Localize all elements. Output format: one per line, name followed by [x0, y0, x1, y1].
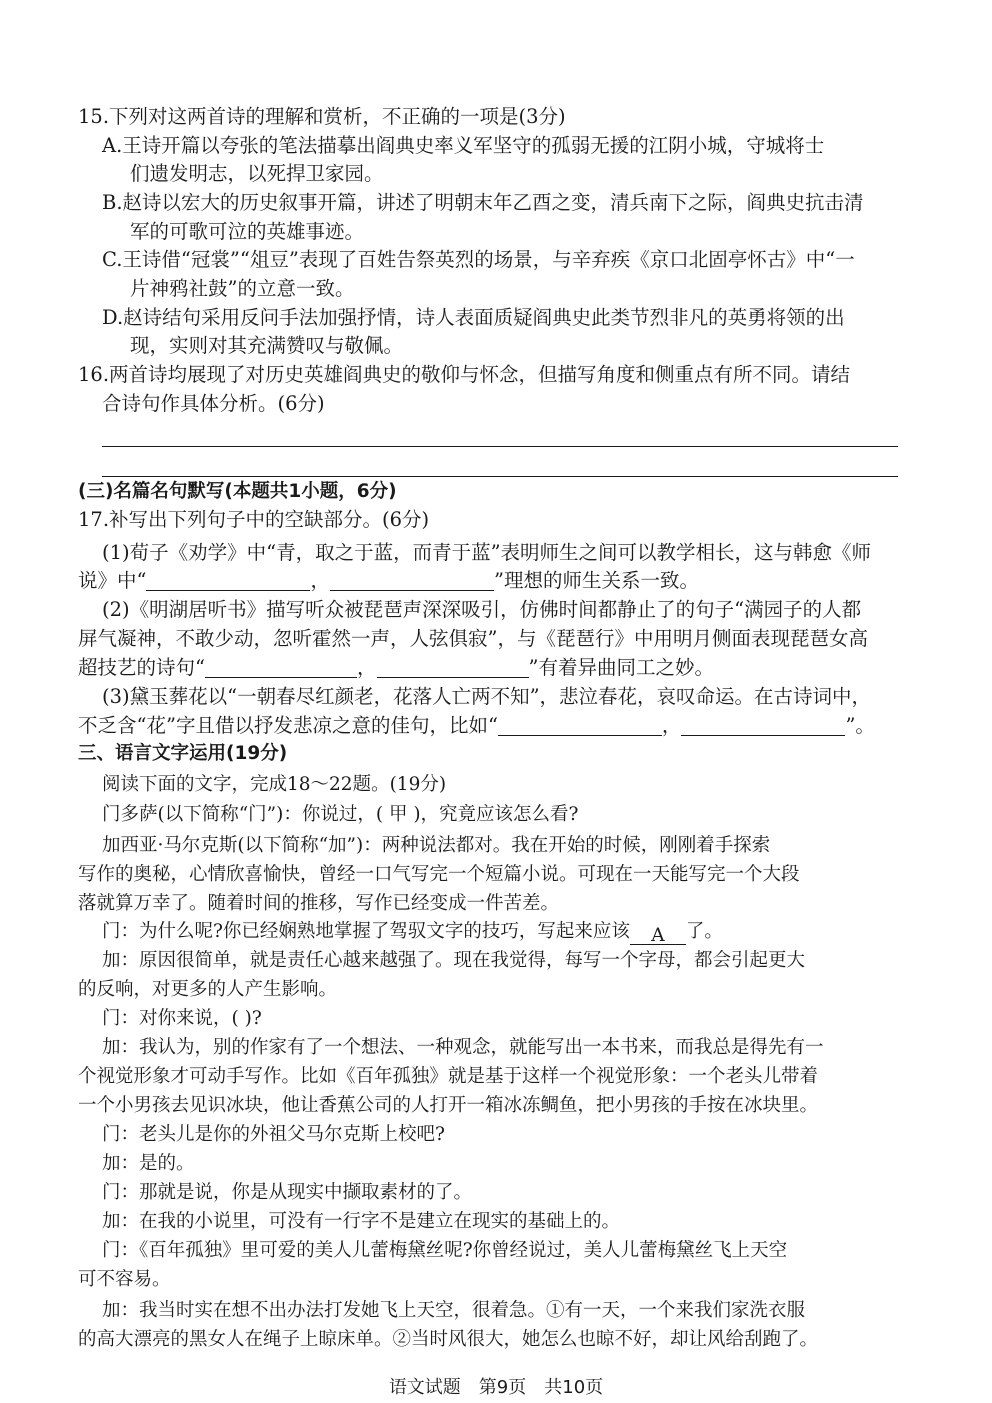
dialogue-line: 加：我当时实在想不出办法打发她飞上天空，很着急。①有一天，一个来我们家洗衣服: [102, 1300, 806, 1321]
fill-blank[interactable]: [498, 713, 662, 736]
q17-item3-cont: 不乏含“花”字且借以抒发悲凉之意的佳句，比如“ ， ”。: [78, 714, 875, 737]
fill-blank[interactable]: [377, 655, 529, 678]
fill-blank[interactable]: [681, 713, 845, 736]
q17-item2-cont: 屏气凝神，不敢少动，忽听霍然一声，人弦俱寂”，与《琵琶行》中用明月侧面表现琵琶女高: [78, 627, 868, 650]
q15-option-c: C.王诗借“冠裳”“俎豆”表现了百姓告祭英烈的场景，与辛弃疾《京口北固亭怀古》中“一: [102, 248, 855, 271]
q15-option-a-cont: 们遗发明志，以死捍卫家园。: [130, 162, 384, 185]
dialogue-line: 门：为什么呢?你已经娴熟地掌握了驾驭文字的技巧，写起来应该 A 了。: [102, 921, 723, 946]
blank-a[interactable]: A: [630, 922, 686, 945]
dialogue-line-cont: 个视觉形象才可动手写作。比如《百年孤独》就是基于这样一个视觉形象：一个老头儿带着: [78, 1066, 819, 1087]
dialogue-line: 加：是的。: [102, 1153, 195, 1174]
dialogue-line: 加：在我的小说里，可没有一行字不是建立在现实的基础上的。: [102, 1211, 621, 1232]
reading-intro: 阅读下面的文字，完成18～22题。(19分): [102, 774, 447, 795]
dialogue-line-cont: 的高大漂亮的黑女人在绳子上晾床单。②当时风很大，她怎么也晾不好，却让风给刮跑了。: [78, 1329, 819, 1350]
dialogue-line: 门多萨(以下简称“门”)：你说过，( 甲 )，究竟应该怎么看?: [102, 804, 579, 825]
q15-stem: 15.下列对这两首诗的理解和赏析，不正确的一项是(3分): [78, 105, 566, 128]
dialogue-line: 门：老头儿是你的外祖父马尔克斯上校吧?: [102, 1124, 445, 1145]
dialogue-line-cont: 写作的奥秘，心情欣喜愉快，曾经一口气写完一个短篇小说。可现在一天能写完一个大段: [78, 864, 800, 885]
q16-stem: 16.两首诗均展现了对历史英雄阎典史的敬仰与怀念，但描写角度和侧重点有所不同。请结: [78, 363, 851, 386]
q16-answer-line-1: [102, 446, 898, 447]
fill-blank[interactable]: [146, 568, 310, 591]
q17-item1-cont: 说》中“ ， ”理想的师生关系一致。: [78, 569, 699, 592]
dialogue-line-cont: 一个小男孩去见识冰块，他让香蕉公司的人打开一箱冰冻鲷鱼，把小男孩的手按在冰块里。: [78, 1095, 819, 1116]
dialogue-line: 加：我认为，别的作家有了一个想法、一种观念，就能写出一本书来，而我总是得先有一: [102, 1037, 824, 1058]
q16-stem-cont: 合诗句作具体分析。(6分): [102, 392, 325, 415]
dialogue-line: 门：《百年孤独》里可爱的美人儿蕾梅黛丝呢?你曾经说过，美人儿蕾梅黛丝飞上天空: [102, 1240, 788, 1261]
q17-stem: 17.补写出下列句子中的空缺部分。(6分): [78, 508, 430, 531]
q17-item3: (3)黛玉葬花以“一朝春尽红颜老，花落人亡两不知”，悲泣春花，哀叹命运。在古诗词中，: [102, 685, 872, 708]
fill-blank[interactable]: [330, 568, 494, 591]
part-heading-language-use: 三、语言文字运用(19分): [78, 743, 288, 764]
dialogue-line: 加：原因很简单，就是责任心越来越强了。现在我觉得，每写一个字母，都会引起更大: [102, 950, 806, 971]
fill-blank[interactable]: [205, 655, 357, 678]
dialogue-line: 加西亚·马尔克斯(以下简称“加”)：两种说法都对。我在开始的时候，刚刚着手探索: [102, 835, 771, 856]
dialogue-line: 门：对你来说，( )?: [102, 1008, 262, 1029]
q15-option-d-cont: 现，实则对其充满赞叹与敬佩。: [130, 334, 404, 357]
q15-option-b-cont: 军的可歌可泣的英雄事迹。: [130, 220, 365, 243]
q17-item1: (1)荀子《劝学》中“青，取之于蓝，而青于蓝”表明师生之间可以教学相长，这与韩愈《师: [102, 541, 872, 564]
q15-option-d: D.赵诗结句采用反问手法加强抒情，诗人表面质疑阎典史此类节烈非凡的英勇将领的出: [102, 306, 845, 329]
dialogue-line: 门：那就是说，你是从现实中撷取素材的了。: [102, 1182, 473, 1203]
dialogue-line-cont: 可不容易。: [78, 1269, 171, 1290]
dialogue-line-cont: 的反响，对更多的人产生影响。: [78, 979, 338, 1000]
q17-item2: (2)《明湖居听书》描写听众被琵琶声深深吸引，仿佛时间都静止了的句子“满园子的人都: [102, 598, 862, 621]
q16-answer-line-2: [102, 476, 898, 477]
q17-item2-cont2: 超技艺的诗句“ ， ”有着异曲同工之妙。: [78, 656, 714, 679]
q15-option-b: B.赵诗以宏大的历史叙事开篇，讲述了明朝末年乙酉之变，清兵南下之际，阎典史抗击清: [102, 191, 864, 214]
q15-option-a: A.王诗开篇以夸张的笔法描摹出阎典史率义军坚守的孤弱无援的江阴小城，守城将士: [102, 134, 825, 157]
section-heading-dictation: (三)名篇名句默写(本题共1小题，6分): [78, 481, 397, 502]
dialogue-line-cont: 落就算万幸了。随着时间的推移，写作已经变成一件苦差。: [78, 893, 560, 914]
q15-option-c-cont: 片神鸦社鼓”的立意一致。: [130, 277, 355, 300]
page-footer: 语文试题 第9页 共10页: [388, 1377, 604, 1398]
